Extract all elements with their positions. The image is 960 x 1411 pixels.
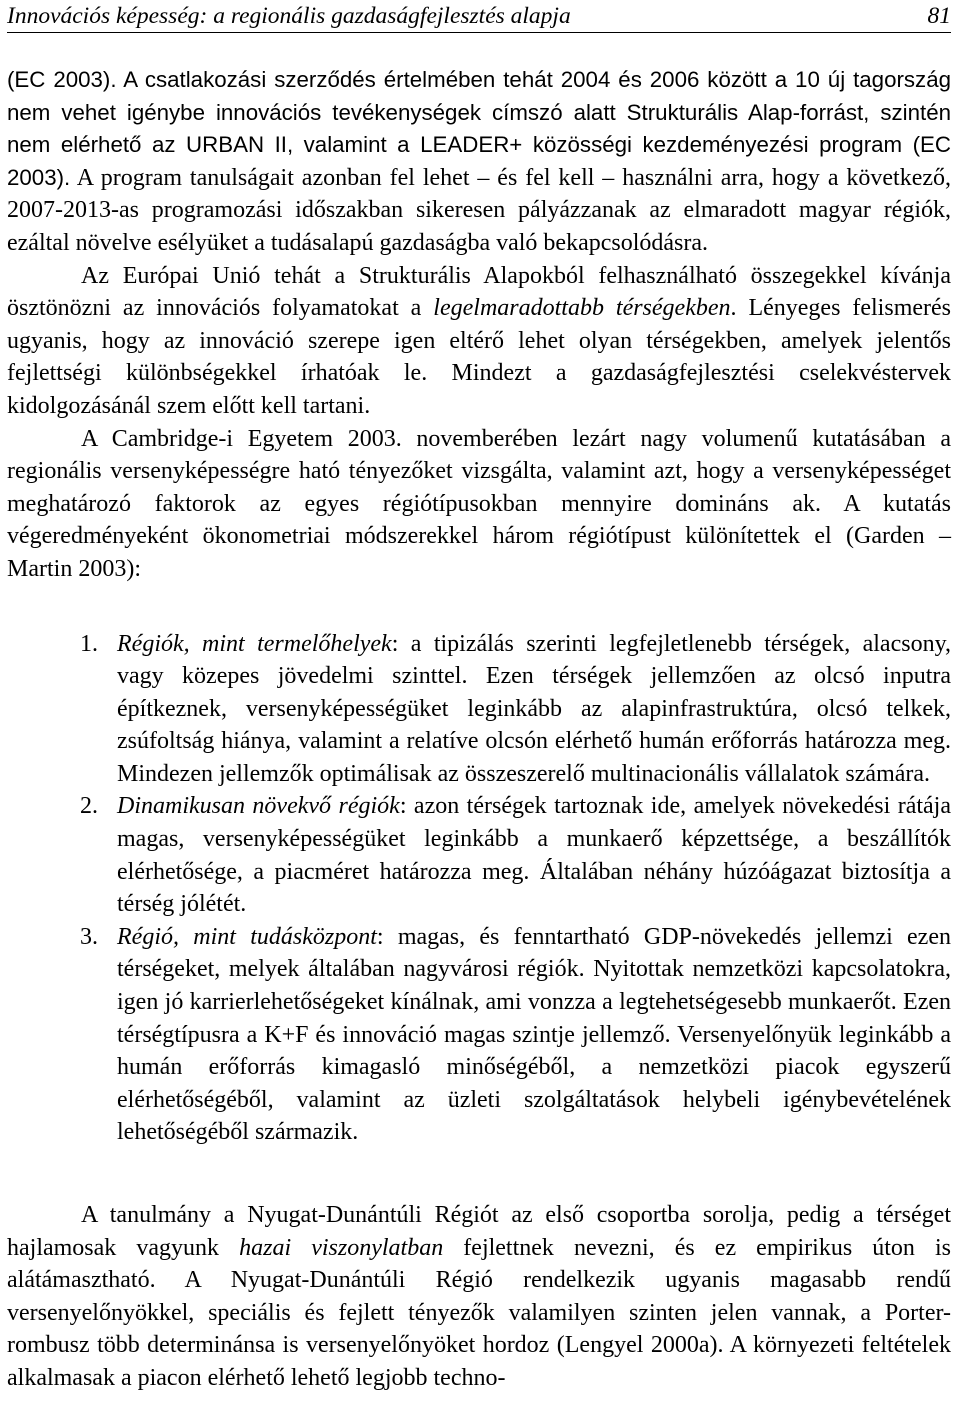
paragraph-4-part-b: fejlettnek nevezni, és ez empirikus úton is alátámasztható. A Nyugat-Dunántúli Régió rendelkezik ugyanis magasabb rendű versenyelőnyökkel, speciális és fejlett tényezők valamilyen szinten jelen vannak, a Porter-rombusz több determinánsa is versenyelőnyöket hordoz (Lengyel 2000a). A környezeti feltételek alkalmasak a piacon elérhető lehető legjobb techno- [7,1234,952,1391]
list-item-number: 3. [80,923,98,950]
region-type-list [7,628,951,1150]
list-item-title: Dinamikusan növekvő régiók [117,793,400,820]
paragraph-4 [7,1199,951,1395]
paragraph-1-part-a: (EC 2003). A csatlakozási szerződés értelmében tehát 2004 és 2006 között a 10 új tagország nem vehet igénybe innovációs tevékenységek címszó alatt Strukturális Alap-forrást, szintén nem elérhető az URBAN II, valamint a LEADER+ közösségi kezdeményezési program (EC 2003). [7,67,951,190]
paragraph-2 [7,260,951,423]
list-item [7,921,951,1149]
list-item-title: Régió, mint tudásközpont [117,923,377,950]
paragraph-2-emphasis: legelmaradottabb térségekben [433,295,731,322]
list-item-text: : a tipizálás szerinti legfejletlenebb térségek, alacsony, vagy közepes jövedelmi szinttel. Ezen térségek jellemzően az olcsó inputra építkeznek, versenyképességüket leginkább az alapinfrastruktúra, olcsó telkek, zsúfoltság hiánya, valamint a relatíve olcsón elérhető humán erőforrás határozza meg. Mindezen jellemzők optimálisak az összeszerelő multinacionális vállalatok számára. [117,630,952,787]
page-body [7,64,951,1395]
paragraph-2-part-b: . Lényeges felismerés ugyanis, hogy az innováció szerepe igen eltérő lehet olyan térségekben, amelyek jelentős fejlettségi különbségekkel írhatóak le. Mindezt a gazdaságfejlesztési cselekvéstervek kidolgozásánál szem előtt kell tartani. [7,295,951,419]
list-item-number: 1. [80,630,98,657]
paragraph-1-part-b: A program tanulságait azonban fel lehet – és fel kell – használni arra, hogy a következő, 2007-2013-as programozási időszakban sikeresen pályázzanak az elmaradott magyar régiók, ezáltal növelve esélyüket a tudásalapú gazdaságba való bekapcsolódásra. [7,164,951,256]
paragraph-1 [7,64,951,260]
paragraph-3: A Cambridge-i Egyetem 2003. novemberében lezárt nagy volumenű kutatásában a regionális versenyképességre ható tényezőket vizsgálta, valamint azt, hogy a versenyképességet meghatározó faktorok az egyes régiótípusokban mennyire domináns ak. A kutatás végeredményeként ökonometriai módszerekkel három régiótípust különítettek el (Garden – Martin 2003): [7,425,951,582]
list-item [7,790,951,920]
list-item-title: Régiók, mint termelőhelyek [117,630,392,657]
paragraph-2-part-a: Az Európai Unió tehát a Strukturális Alapokból felhasználható összegekkel kívánja ösztönözni az innovációs folyamatokat a [7,262,951,322]
page-header [7,0,951,33]
list-item-number: 2. [80,793,98,820]
list-item [7,628,951,791]
running-title: Innovációs képesség: a regionális gazdaságfejlesztés alapja [7,3,571,29]
page-number: 81 [927,3,951,29]
list-item-text: : magas, és fenntartható GDP-növekedés jellemzi ezen térségeket, melyek általában nagyvárosi régiók. Nyitottak nemzetközi kapcsolatokra, igen jó karrierlehetőségeket kínálnak, ami vonzza a legtehetségesebb munkaerőt. Ezen térségtípusra a K+F és innováció magas szintje jellemző. Versenyelőnyük leginkább a humán erőforrás kimagasló minőségéből, a nemzetközi piacok egyszerű elérhetőségéből, valamint az üzleti szolgáltatások helybeli igénybevételének lehetőségéből származik. [117,923,951,1146]
list-item-text: : azon térségek tartoznak ide, amelyek növekedési rátája magas, versenyképességüket leginkább a munkaerő képzettsége, a beszállítók elérhetősége, a piacméret határozza meg. Általában néhány húzóágazat biztosítja a térség jólétét. [117,793,952,918]
paragraph-4-part-a: A tanulmány a Nyugat-Dunántúli Régiót az első csoportba sorolja, pedig a térséget hajlamosak vagyunk [7,1202,951,1261]
paragraph-4-emphasis: hazai viszonylatban [239,1234,444,1261]
